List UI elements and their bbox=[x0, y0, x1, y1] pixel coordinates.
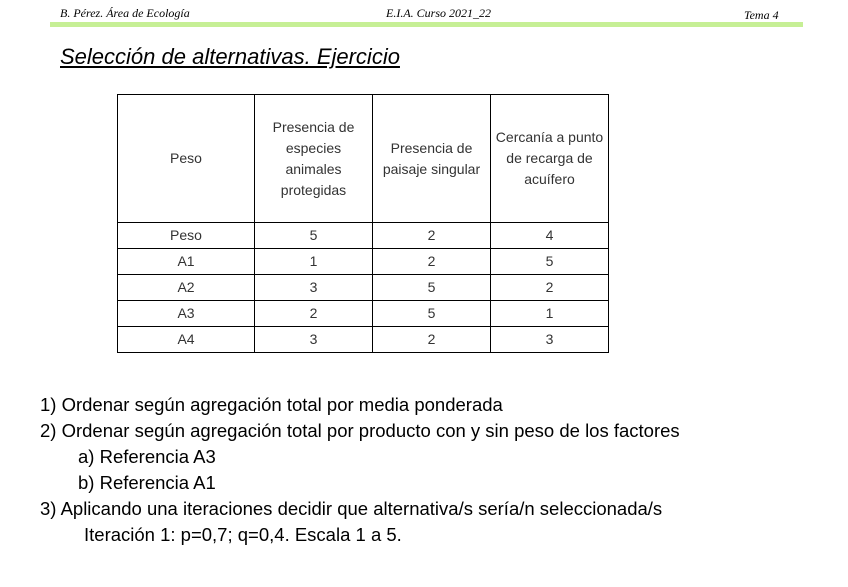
table-cell: 2 bbox=[255, 301, 373, 327]
table-cell: Peso bbox=[118, 223, 255, 249]
header-topic: Tema 4 bbox=[744, 8, 779, 22]
header-line: animales bbox=[285, 160, 342, 177]
alternatives-table bbox=[117, 94, 609, 353]
header-line: Cercanía a punto bbox=[495, 129, 604, 145]
table-row bbox=[118, 223, 609, 249]
table-cell: 5 bbox=[373, 275, 491, 301]
table-cell: A4 bbox=[118, 327, 255, 353]
table-cell: A1 bbox=[118, 249, 255, 275]
table-cell: 5 bbox=[491, 249, 609, 275]
header-line: de recarga de bbox=[506, 150, 593, 166]
page-header bbox=[0, 0, 848, 30]
header-cell-landscape bbox=[373, 95, 491, 223]
header-line: acuífero bbox=[524, 171, 575, 187]
header-line: protegidas bbox=[280, 181, 347, 198]
header-cell-aquifer bbox=[491, 95, 609, 223]
table-row bbox=[118, 275, 609, 301]
question-1: 1) Ordenar según agregación total por media ponderada bbox=[40, 394, 503, 415]
header-cell-species bbox=[255, 95, 373, 223]
table-cell: 5 bbox=[255, 223, 373, 249]
table-cell: 3 bbox=[255, 327, 373, 353]
question-3: 3) Aplicando una iteraciones decidir que alternativa/s sería/n seleccionada/s bbox=[40, 498, 663, 519]
table-header-row bbox=[118, 95, 609, 223]
header-line: paisaje singular bbox=[382, 160, 481, 177]
header-course: E.I.A. Curso 2021_22 bbox=[386, 6, 491, 20]
table-cell: 3 bbox=[491, 327, 609, 353]
table-cell: 2 bbox=[373, 223, 491, 249]
question-3-iteration: Iteración 1: p=0,7; q=0,4. Escala 1 a 5. bbox=[84, 524, 402, 545]
table-cell: 2 bbox=[373, 249, 491, 275]
table-cell: A3 bbox=[118, 301, 255, 327]
table-row bbox=[118, 249, 609, 275]
table-cell: 2 bbox=[491, 275, 609, 301]
question-2a: a) Referencia A3 bbox=[78, 446, 216, 467]
question-2: 2) Ordenar según agregación total por producto con y sin peso de los factores bbox=[40, 420, 680, 441]
table-cell: 3 bbox=[255, 275, 373, 301]
page-title: Selección de alternativas. Ejercicio bbox=[60, 44, 400, 69]
table-row bbox=[118, 301, 609, 327]
table-cell: 4 bbox=[491, 223, 609, 249]
table-row bbox=[118, 327, 609, 353]
table-cell: 1 bbox=[491, 301, 609, 327]
question-2b: b) Referencia A1 bbox=[78, 472, 216, 493]
table-cell: 2 bbox=[373, 327, 491, 353]
header-author: B. Pérez. Área de Ecología bbox=[60, 6, 190, 20]
table-cell: A2 bbox=[118, 275, 255, 301]
header-line: Presencia de bbox=[272, 118, 355, 135]
table-cell: 1 bbox=[255, 249, 373, 275]
header-line: especies bbox=[285, 139, 342, 156]
header-line: Presencia de bbox=[390, 139, 473, 156]
header-rule bbox=[50, 22, 803, 27]
header-cell-weight: Peso bbox=[118, 95, 255, 223]
table-cell: 5 bbox=[373, 301, 491, 327]
